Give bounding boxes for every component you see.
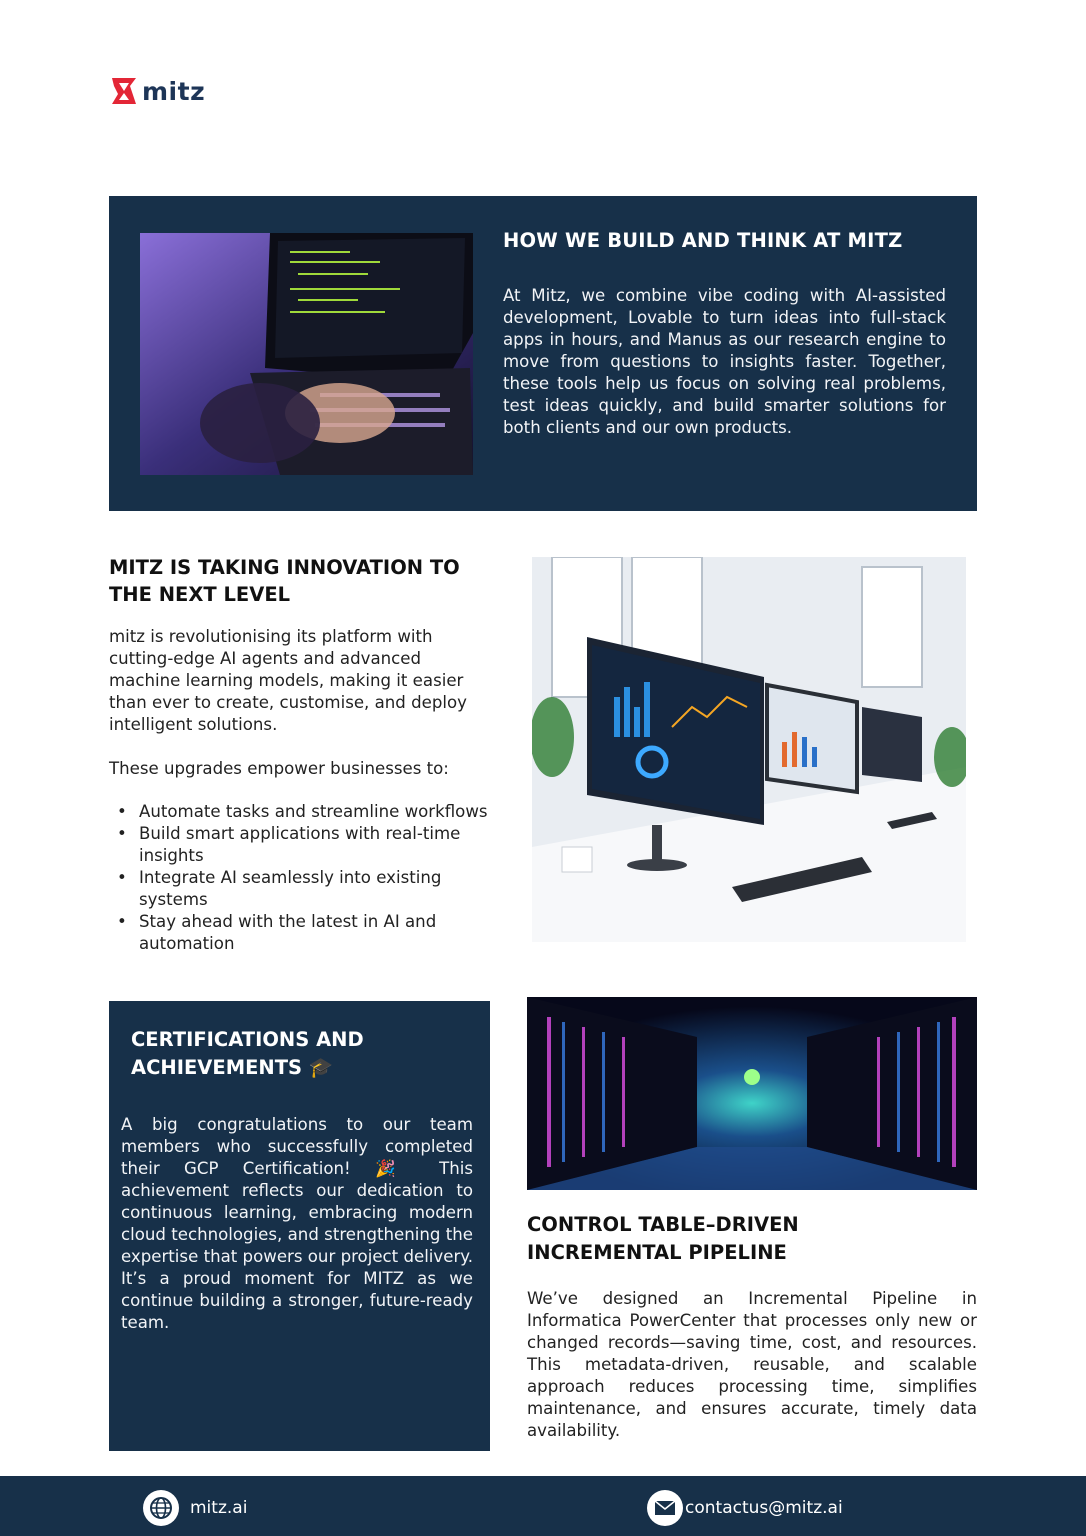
list-item: • Automate tasks and streamline workflows bbox=[139, 801, 509, 823]
list-item: • Build smart applications with real-time insights bbox=[139, 823, 509, 867]
certifications-body: A big congratulations to our team members who successfully completed their GCP Certification! 🎉 This achievement reflects our dedication to continuous learning, embracing modern cloud technologies, and strengthening the expertise that powers our project delivery. It’s a proud moment for MITZ as we continue building a stronger, future-ready team. bbox=[121, 1115, 473, 1332]
laptop-coding-image bbox=[140, 233, 473, 475]
pipeline-title: CONTROL TABLE–DRIVEN INCREMENTAL PIPELINE bbox=[527, 1213, 799, 1264]
website-link[interactable]: mitz.ai bbox=[190, 1498, 248, 1518]
footer-email[interactable] bbox=[647, 1490, 843, 1526]
innovation-bullets bbox=[109, 801, 509, 955]
innovation-intro: mitz is revolutionising its platform with cutting-edge AI agents and advanced machine learning models, making it easier than ever to create, customise, and deploy intelligent solutions. bbox=[109, 627, 467, 734]
logo-mark-icon bbox=[110, 76, 138, 106]
logo-wordmark: mitz bbox=[142, 76, 206, 106]
list-item: • Stay ahead with the latest in AI and automation bbox=[139, 911, 509, 955]
envelope-icon bbox=[647, 1490, 683, 1526]
brand-logo bbox=[110, 74, 205, 108]
list-item: • Integrate AI seamlessly into existing systems bbox=[139, 867, 509, 911]
pipeline-body: We’ve designed an Incremental Pipeline in Informatica PowerCenter that processes only new or changed records—saving time, cost, and resources. This metadata-driven, reusable, and scalable approach reduces processing time, simplifies maintenance, and ensures accurate, timely data availability. bbox=[527, 1289, 977, 1440]
globe-icon bbox=[143, 1490, 179, 1526]
certifications-title: CERTIFICATIONS AND ACHIEVEMENTS 🎓 bbox=[131, 1028, 364, 1079]
build-title: HOW WE BUILD AND THINK AT MITZ bbox=[503, 229, 903, 252]
build-body: At Mitz, we combine vibe coding with AI-assisted development, Lovable to turn ideas into full-stack apps in hours, and Manus as our research engine to move from questions to insights faster. Together, these tools help us focus on solving real problems, test ideas quickly, and build smarter solutions for both clients and our own products. bbox=[503, 286, 946, 437]
data-center-image bbox=[527, 997, 977, 1190]
email-link[interactable]: contactus@mitz.ai bbox=[685, 1498, 843, 1518]
innovation-lead: These upgrades empower businesses to: bbox=[109, 759, 449, 778]
innovation-title: MITZ IS TAKING INNOVATION TO THE NEXT LEVEL bbox=[109, 556, 460, 606]
footer-website[interactable] bbox=[143, 1490, 247, 1526]
office-dashboards-image bbox=[532, 557, 966, 942]
